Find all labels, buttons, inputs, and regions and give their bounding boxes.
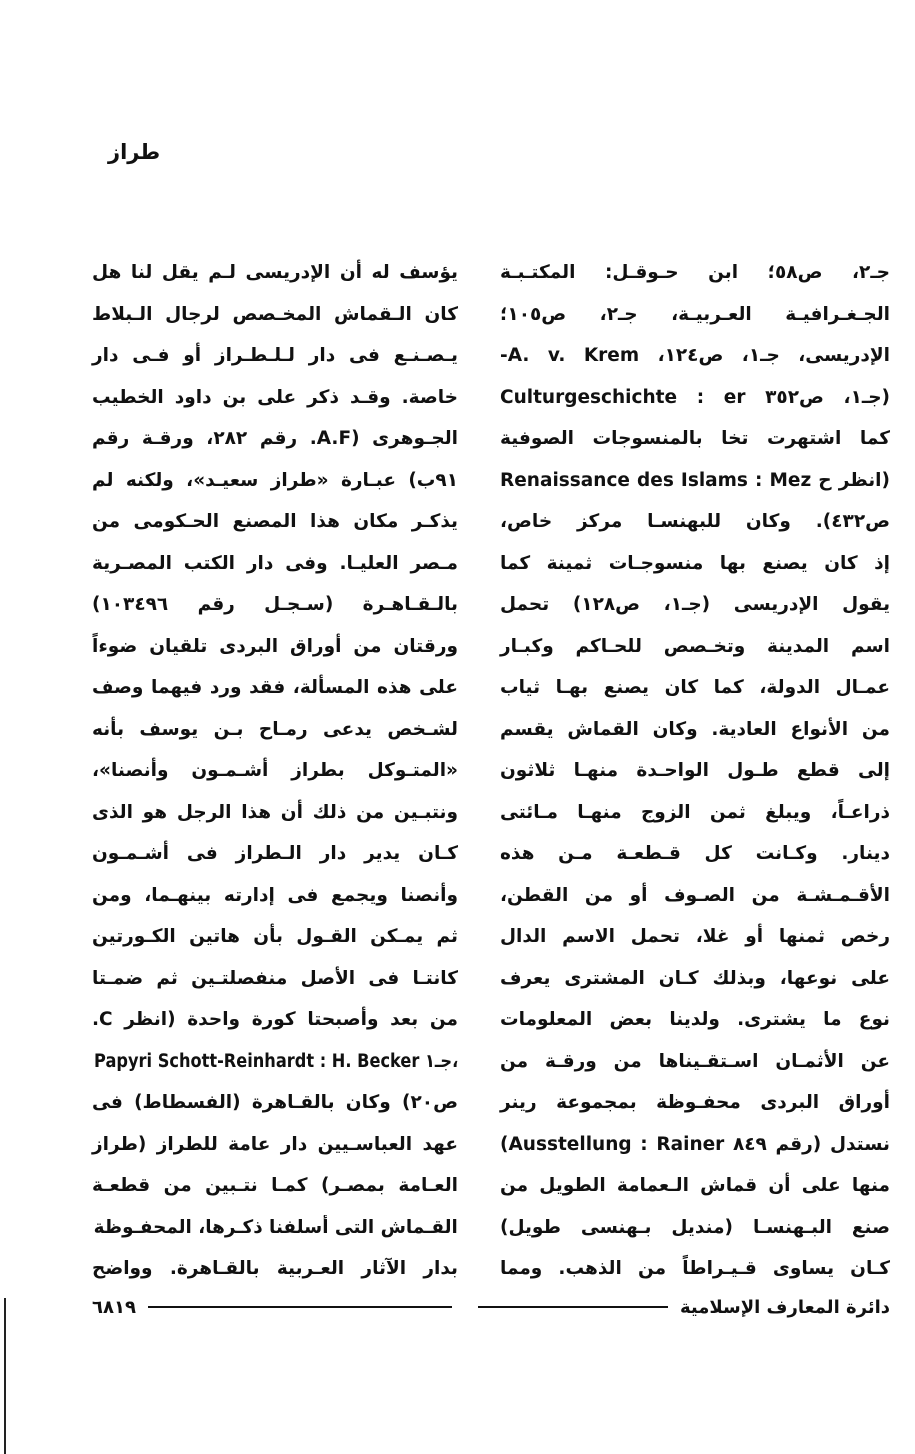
footer-rule xyxy=(148,1306,452,1308)
text-line xyxy=(92,833,458,875)
text-line xyxy=(500,833,890,875)
text-line-content: كان الـقماش المخـصص لرجال الـبلاط xyxy=(92,303,458,325)
text-line-content: كـان يساوى قـيـراطاً من الذهب. ومما xyxy=(500,1258,890,1279)
text-line xyxy=(500,958,890,1000)
text-line-content: الأقـمـشـة من الصـوف أو من القطن، xyxy=(500,884,890,906)
text-line xyxy=(92,1124,458,1166)
text-line xyxy=(500,501,890,543)
text-line-content: ذراعـاً، ويبلغ ثمن الزوج منهـا مـائتى xyxy=(500,801,890,823)
text-line-content: منها على أن قماش الـعمامة الطويل من xyxy=(500,1175,890,1196)
text-line-content: كانتـا فى الأصل منفصلتـين ثم ضمـتا xyxy=(92,967,458,989)
text-line-content: ص٢٠) وكان بالقـاهرة (الفسطاط) فى xyxy=(92,1092,458,1113)
text-line xyxy=(500,792,890,834)
text-line-content: يذكـر مكان هذا المصنع الحـكومى من xyxy=(92,511,458,532)
publication-title: دائرة المعارف الإسلامية xyxy=(679,1296,890,1318)
text-line xyxy=(500,584,890,626)
text-line-content: إذ كان يصنع بها منسوجـات ثمينة كما xyxy=(500,552,890,574)
text-line xyxy=(92,1082,458,1124)
right-column xyxy=(500,252,890,1290)
text-line-content: رخص ثمنها أو غلا، تحمل الاسم الدال xyxy=(500,926,890,947)
text-line xyxy=(92,1248,458,1290)
text-line-content: على نوعها، وبذلك كـان المشترى يعرف xyxy=(500,967,890,989)
text-line xyxy=(500,335,890,377)
text-line-content: ونتبـين من ذلك أن هذا الرجل هو الذى xyxy=(92,801,458,823)
text-line xyxy=(500,1124,890,1166)
text-line-content: يـصـنـع فى دار لـلـطـراز أو فـى دار xyxy=(92,345,458,366)
text-line-content: عن الأثمـان اسـتقـيناها من ورقـة من xyxy=(500,1050,890,1072)
text-line-content: الجـغـرافيـة العـربيـة، جـ٢، ص١٠٥؛ xyxy=(500,303,891,325)
text-line-content: «المتـوكل بطراز أشـمـون وأنصنا»، xyxy=(92,760,458,781)
text-line-content: (Ausstellung : Rainer رقم ٨٤٩) نستدل xyxy=(500,1133,890,1155)
text-line-content: ثم يمـكن القـول بأن هاتين الكـورتين xyxy=(92,926,458,947)
text-line-content: ص٤٣٢). وكان للبهنسـا مركز خاص، xyxy=(500,511,890,532)
text-line-content: كـان يدير دار الـطراز فى أشـمـون xyxy=(92,843,458,864)
text-line xyxy=(92,1207,458,1249)
text-line-content: Culturgeschichte : er جـ١، ص٣٥٢) xyxy=(500,386,890,408)
text-line xyxy=(500,916,890,958)
footer-page xyxy=(92,1292,452,1322)
left-column xyxy=(92,252,458,1290)
text-line-content: إلى قطع طـول الواحـدة منهـا ثلاثون xyxy=(500,760,890,781)
text-line-content: ورقتان من أوراق البردى تلقيان ضوءاً xyxy=(92,635,458,657)
text-line xyxy=(500,667,890,709)
text-line-content: الجـوهرى (A.F. رقم ٢٨٢، ورقـة رقم xyxy=(92,428,458,449)
text-line-content: نوع ما يشترى. ولدينا بعض المعلومات xyxy=(500,1009,890,1030)
text-line xyxy=(500,1248,890,1290)
text-line-content: (انظر ح Renaissance des Islams : Mez xyxy=(500,469,890,491)
text-line xyxy=(92,377,458,419)
text-line-content: بالـقـاهـرة (سـجـل رقم ١٠٣٤٩٦) xyxy=(92,594,458,615)
text-line xyxy=(500,999,890,1041)
text-line xyxy=(92,584,458,626)
text-line-content: عهد العباسـيين دار عامة للطراز (طراز xyxy=(92,1133,458,1155)
footer-rule xyxy=(478,1306,668,1308)
text-line-content: العـامة بمصـر) كمـا نتـبين من قطعـة xyxy=(92,1175,458,1196)
text-line xyxy=(92,916,458,958)
text-line xyxy=(92,418,458,460)
text-line xyxy=(92,626,458,668)
text-line-content: وأنصنا ويجمع فى إدارته بينهـما، ومن xyxy=(92,884,458,906)
text-line-content: عمـال الدولة، كما كان يصنع بهـا ثياب xyxy=(500,677,890,698)
text-line-content: يؤسف له أن الإدريسى لـم يقل لنا هل xyxy=(92,262,458,283)
running-title: طراز xyxy=(108,140,161,164)
text-line xyxy=(92,875,458,917)
text-line xyxy=(500,460,890,502)
text-line xyxy=(92,1165,458,1207)
text-line xyxy=(500,294,890,336)
text-line xyxy=(500,252,890,294)
text-line-content: أوراق البردى محفـوظة بمجموعة رينر xyxy=(500,1092,890,1113)
text-line xyxy=(92,1041,458,1083)
text-line-content: ٩١ب) عبـارة «طراز سعيـد»، ولكنه لم xyxy=(92,469,458,491)
text-line-content: من الأنواع العادية. وكان القماش يقسم xyxy=(500,718,890,740)
text-line-content: مـصر العليـا. وفى دار الكتب المصـرية xyxy=(92,552,458,574)
text-line xyxy=(92,709,458,751)
text-line xyxy=(92,750,458,792)
text-line xyxy=(92,335,458,377)
text-line xyxy=(500,418,890,460)
text-line-content: القـماش التى أسلفنا ذكـرها، المحفـوظة xyxy=(93,1216,458,1238)
text-line-content: من بعد وأصبحتا كورة واحدة (انظر C. xyxy=(92,1009,458,1030)
scan-edge-line xyxy=(4,1298,6,1454)
text-line-content: جـ٢، ص٥٨؛ ابن حـوقـل: المكتـبـة xyxy=(500,262,890,283)
footer-publication xyxy=(478,1292,890,1322)
text-line-content: يقول الإدريسى (جـ١، ص١٢٨) تحمل xyxy=(500,594,891,615)
text-line xyxy=(500,709,890,751)
text-line xyxy=(92,999,458,1041)
text-line xyxy=(92,667,458,709)
text-line xyxy=(500,543,890,585)
text-line xyxy=(92,294,458,336)
text-line xyxy=(500,875,890,917)
text-line xyxy=(92,792,458,834)
text-line xyxy=(500,626,890,668)
text-line xyxy=(92,543,458,585)
text-line xyxy=(500,1165,890,1207)
text-line xyxy=(500,377,890,419)
text-line xyxy=(92,252,458,294)
text-line xyxy=(92,501,458,543)
text-line xyxy=(92,460,458,502)
page-number: ٦٨١٩ xyxy=(92,1296,136,1318)
text-line xyxy=(500,1207,890,1249)
text-line-content: كما اشتهرت تخا بالمنسوجات الصوفية xyxy=(500,428,890,449)
text-line xyxy=(500,1082,890,1124)
text-line-content: بدار الآثار العـربية بالقـاهرة. وواضح xyxy=(92,1258,458,1279)
text-line-content: الإدريسى، جـ١، ص١٢٤، A. v. Krem- xyxy=(500,345,890,366)
text-line-content: لشـخص يدعى رمـاح بـن يوسف بأنه xyxy=(92,718,458,740)
text-line xyxy=(500,750,890,792)
text-line-content: اسم المدينة وتخـصص للحـاكم وكبـار xyxy=(500,635,890,657)
text-line-content: دينار. وكـانت كل قـطعـة مـن هذه xyxy=(500,843,890,864)
text-line-content: خاصة. وقـد ذكر على بن داود الخطيب xyxy=(92,386,458,408)
text-line-content: صنع البـهنسـا (منديل بـهنسى طويل) xyxy=(500,1216,890,1238)
text-line-content: Papyri Schott-Reinhardt : H. Becker جـ١، xyxy=(93,1050,458,1072)
text-line xyxy=(500,1041,890,1083)
text-line-content: على هذه المسألة، فقد ورد فيهما وصف xyxy=(92,677,458,698)
text-line xyxy=(92,958,458,1000)
